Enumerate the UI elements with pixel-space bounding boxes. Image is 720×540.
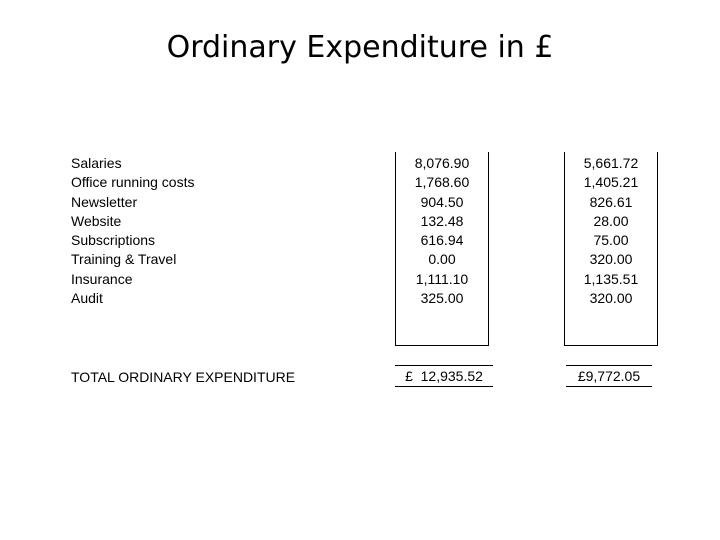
row-label-newsletter: Newsletter (71, 193, 138, 210)
amount-newsletter-col1: 904.50 (420, 193, 464, 210)
row-label-subscriptions: Subscriptions (71, 232, 156, 249)
row-label-website: Website (71, 212, 122, 229)
amount-audit-col2: 320.00 (589, 290, 633, 307)
amount-training-col1: 0.00 (428, 251, 456, 268)
page-title: Ordinary Expenditure in £ (166, 30, 554, 65)
amount-column-1 (395, 152, 489, 346)
amount-insurance-col2: 1,135.51 (583, 270, 639, 287)
amount-website-col1: 132.48 (420, 212, 464, 229)
total-amount-col1: £ 12,935.52 (395, 365, 493, 387)
amount-insurance-col1: 1,111.10 (415, 270, 469, 287)
row-label-office-running-costs: Office running costs (71, 174, 195, 191)
amount-newsletter-col2: 826.61 (589, 193, 633, 210)
amount-salaries-col1: 8,076.90 (414, 155, 470, 171)
amount-column-2 (564, 152, 658, 346)
amount-training-col2: 320.00 (589, 251, 633, 268)
row-labels (71, 154, 194, 308)
amount-subscriptions-col1: 616.94 (420, 232, 464, 249)
row-label-salaries: Salaries (71, 155, 122, 171)
total-label: TOTAL ORDINARY EXPENDITURE (71, 369, 296, 385)
row-label-insurance: Insurance (71, 270, 133, 287)
amount-subscriptions-col2: 75.00 (593, 232, 629, 249)
row-label-training-travel: Training & Travel (71, 251, 177, 268)
amount-salaries-col2: 5,661.72 (583, 155, 639, 171)
row-label-audit: Audit (71, 290, 103, 307)
total-amount-col2: £9,772.05 (566, 365, 652, 387)
amount-audit-col1: 325.00 (420, 290, 464, 307)
amount-office-col2: 1,405.21 (583, 174, 639, 191)
amount-website-col2: 28.00 (593, 212, 629, 229)
amount-office-col1: 1,768.60 (414, 174, 470, 191)
